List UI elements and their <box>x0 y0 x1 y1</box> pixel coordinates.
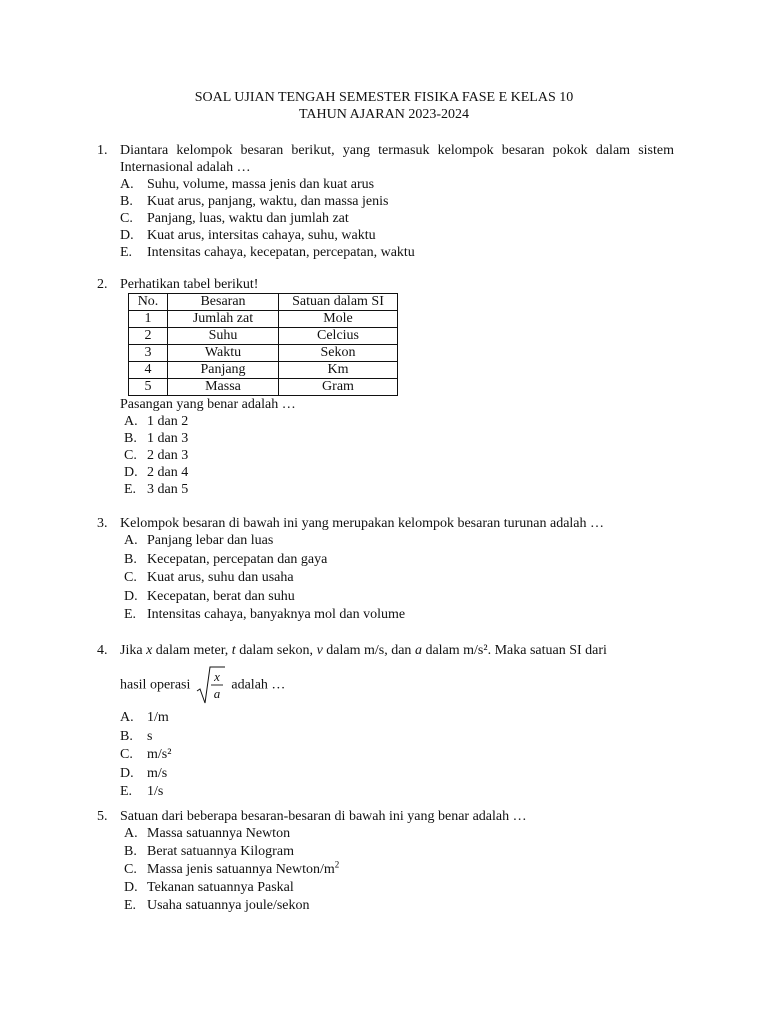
option-text: Panjang, luas, waktu dan jumlah zat <box>147 211 349 226</box>
option-a <box>120 176 674 193</box>
option-text: Kuat arus, intersitas cahaya, suhu, waktu <box>147 228 376 243</box>
option-e <box>124 606 674 625</box>
table-row <box>129 311 398 328</box>
option-text: 1/s <box>147 784 164 799</box>
question-text: Kelompok besaran di bawah ini yang merupakan kelompok besaran turunan adalah … <box>120 516 605 531</box>
option-text: 3 dan 5 <box>147 482 189 497</box>
text-segment: hasil operasi <box>120 677 191 693</box>
option-letter: D. <box>124 465 138 480</box>
option-d <box>120 765 674 784</box>
option-d <box>124 464 674 481</box>
option-text: Kuat arus, panjang, waktu, dan massa jenis <box>147 194 389 209</box>
option-d <box>124 879 674 897</box>
option-b <box>120 728 674 747</box>
option-letter: C. <box>120 747 133 762</box>
option-text: 2 dan 3 <box>147 448 189 463</box>
question-text: Diantara kelompok besaran berikut, yang termasuk kelompok besaran pokok dalam sistem Internasional adalah … <box>120 143 674 175</box>
table-row <box>129 328 398 345</box>
option-text-main: Massa jenis satuannya Newton/m <box>147 862 335 877</box>
table-row <box>129 379 398 396</box>
question-number: 3. <box>97 516 108 531</box>
option-text: 1/m <box>147 710 169 725</box>
option-text: Tekanan satuannya Paskal <box>147 880 294 895</box>
variable-a: a <box>414 643 422 658</box>
option-text <box>147 861 339 879</box>
text-segment: dalam sekon, <box>235 643 317 658</box>
option-text: Kuat arus, suhu dan usaha <box>147 570 294 585</box>
exam-title: SOAL UJIAN TENGAH SEMESTER FISIKA FASE E KELAS 10 <box>194 90 574 105</box>
text-segment: dalam m/s². Maka satuan SI dari <box>421 643 607 658</box>
table-header: Besaran <box>168 294 279 311</box>
question-1 <box>97 142 674 261</box>
question-text: Satuan dari beberapa besaran-besaran di bawah ini yang benar adalah … <box>120 809 527 824</box>
option-e <box>124 897 674 915</box>
table-cell: Sekon <box>279 345 398 362</box>
question-5 <box>97 808 674 915</box>
table-cell: 1 <box>129 311 168 328</box>
option-letter: E. <box>120 784 133 799</box>
option-letter: B. <box>120 728 133 744</box>
option-e <box>124 481 674 498</box>
table-header: No. <box>129 294 168 311</box>
question-number: 5. <box>97 809 108 824</box>
option-list <box>120 176 674 261</box>
option-letter: E. <box>124 607 137 622</box>
table-cell: 4 <box>129 362 168 379</box>
table-cell: Panjang <box>168 362 279 379</box>
option-text: Suhu, volume, massa jenis dan kuat arus <box>147 177 375 192</box>
table-cell: 5 <box>129 379 168 396</box>
fraction-numerator: x <box>213 669 220 684</box>
exam-subtitle: TAHUN AJARAN 2023-2024 <box>299 107 469 122</box>
option-letter: A. <box>124 533 138 548</box>
question-4 <box>97 642 674 802</box>
fraction-denominator: a <box>213 686 221 701</box>
option-c <box>120 210 674 227</box>
option-text: 2 dan 4 <box>147 465 189 480</box>
table-row <box>129 362 398 379</box>
option-letter: B. <box>124 551 137 567</box>
question-text: Perhatikan tabel berikut! <box>120 277 259 292</box>
option-list <box>124 413 674 498</box>
question-text <box>120 642 674 659</box>
option-list <box>120 709 674 802</box>
question-number: 1. <box>97 143 108 158</box>
table-cell: 3 <box>129 345 168 362</box>
option-letter: E. <box>124 482 137 497</box>
option-text: 1 dan 2 <box>147 414 189 429</box>
option-d <box>124 588 674 607</box>
option-letter: C. <box>124 570 137 585</box>
option-letter: A. <box>120 710 134 725</box>
option-list <box>124 532 674 625</box>
option-text: m/s <box>147 765 168 781</box>
option-letter: D. <box>120 765 134 781</box>
option-letter: A. <box>124 414 138 429</box>
table-header-row <box>129 294 398 311</box>
option-b <box>120 193 674 210</box>
question-number: 2. <box>97 277 108 292</box>
question-number: 4. <box>97 643 108 658</box>
option-text: Berat satuannya Kilogram <box>147 844 294 859</box>
option-text: Kecepatan, berat dan suhu <box>147 588 295 604</box>
question-prompt: Pasangan yang benar adalah … <box>120 397 296 412</box>
option-text: Massa satuannya Newton <box>147 826 291 841</box>
option-e <box>120 783 674 802</box>
question-2 <box>97 276 674 498</box>
text-segment: dalam meter, <box>152 643 232 658</box>
option-text: s <box>147 728 153 744</box>
option-text-superscript: 2 <box>334 859 340 870</box>
option-list <box>124 825 674 915</box>
option-c <box>124 569 674 588</box>
option-letter: E. <box>120 245 133 260</box>
table-cell: Massa <box>168 379 279 396</box>
table-cell: Suhu <box>168 328 279 345</box>
table-cell: Gram <box>279 379 398 396</box>
variable-v: v <box>316 643 323 658</box>
question-text-line2 <box>120 665 674 705</box>
option-letter: C. <box>124 862 137 877</box>
table-cell: Jumlah zat <box>168 311 279 328</box>
option-text: 1 dan 3 <box>147 431 189 446</box>
option-a <box>120 709 674 728</box>
text-segment: adalah … <box>231 677 286 693</box>
option-b <box>124 430 674 447</box>
option-letter: B. <box>120 194 133 209</box>
table-cell: Km <box>279 362 398 379</box>
option-letter: B. <box>124 431 137 446</box>
option-b <box>124 551 674 570</box>
option-text: Panjang lebar dan luas <box>147 533 274 548</box>
table-cell: 2 <box>129 328 168 345</box>
option-text: Kecepatan, percepatan dan gaya <box>147 551 328 567</box>
option-letter: D. <box>124 880 138 895</box>
table-cell: Waktu <box>168 345 279 362</box>
option-letter: D. <box>120 228 134 243</box>
option-c <box>124 861 674 879</box>
option-text: Intensitas cahaya, banyaknya mol dan volume <box>147 607 406 622</box>
option-d <box>120 227 674 244</box>
option-text: m/s² <box>147 747 172 762</box>
option-a <box>124 825 674 843</box>
square-root-icon <box>196 665 226 705</box>
option-text: Usaha satuannya joule/sekon <box>147 898 310 913</box>
variable-t: t <box>231 643 236 658</box>
option-e <box>120 244 674 261</box>
option-letter: C. <box>120 211 133 226</box>
option-c <box>124 447 674 464</box>
table-cell: Mole <box>279 311 398 328</box>
table-row <box>129 345 398 362</box>
table-cell: Celcius <box>279 328 398 345</box>
option-letter: D. <box>124 588 138 604</box>
quantity-table <box>128 293 398 396</box>
option-letter: A. <box>124 826 138 841</box>
text-segment: dalam m/s, dan <box>322 643 415 658</box>
option-text: Intensitas cahaya, kecepatan, percepatan, waktu <box>147 245 415 260</box>
option-b <box>124 843 674 861</box>
option-c <box>120 746 674 765</box>
option-letter: A. <box>120 177 134 192</box>
question-3 <box>97 515 674 625</box>
variable-x: x <box>146 643 153 658</box>
text-segment: Jika <box>120 643 147 658</box>
option-a <box>124 532 674 551</box>
option-letter: E. <box>124 898 137 913</box>
option-a <box>124 413 674 430</box>
option-letter: C. <box>124 448 137 463</box>
option-letter: B. <box>124 844 137 859</box>
table-header: Satuan dalam SI <box>279 294 398 311</box>
square-root-expression <box>196 665 226 705</box>
